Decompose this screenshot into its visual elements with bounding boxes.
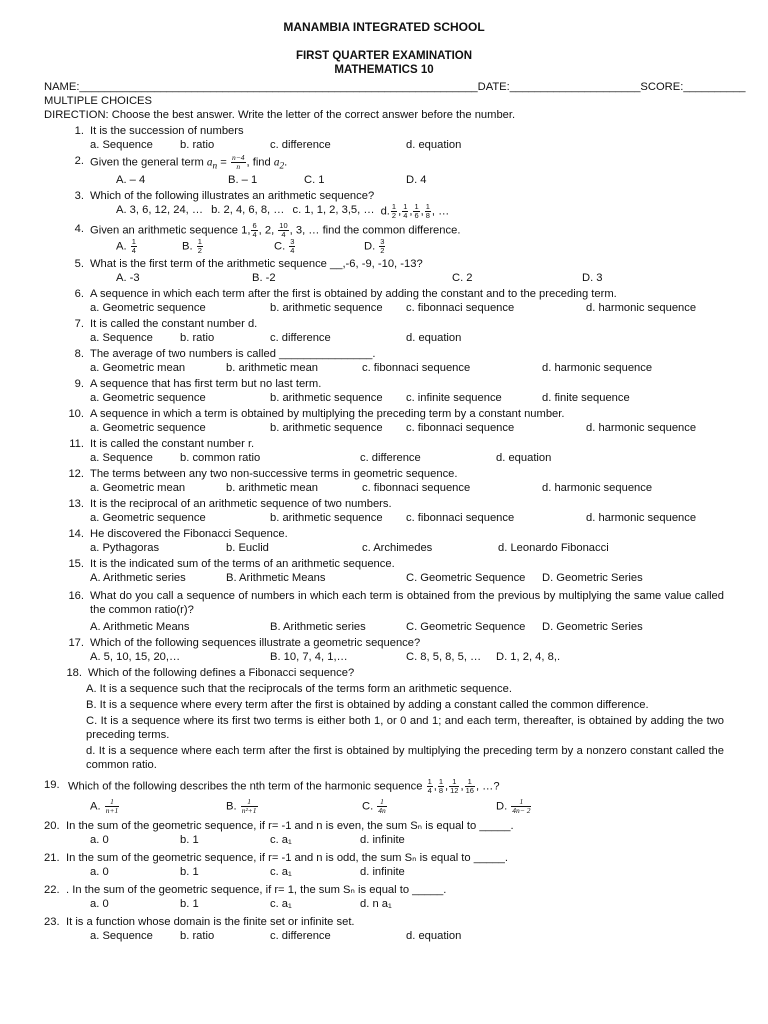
question-number: 15. — [68, 558, 84, 571]
option-a[interactable]: A. Arithmetic series — [90, 572, 186, 585]
question-9 — [44, 377, 724, 391]
option-b[interactable] — [226, 798, 362, 815]
denominator: n — [236, 161, 241, 171]
question-text: In the sum of the geometric sequence, if r= -1 and n is odd, the sum Sₙ is equal to _____. — [66, 851, 508, 864]
fraction — [449, 778, 459, 795]
question-text: The terms between any two non-successive terms in geometric sequence. — [90, 468, 458, 481]
question-number: 17. — [68, 637, 84, 650]
question-14 — [44, 527, 724, 541]
question-20 — [44, 819, 724, 833]
fraction — [379, 238, 385, 255]
option-letter: C. — [274, 240, 286, 253]
question-text: It is the indicated sum of the terms of an arithmetic sequence. — [90, 558, 395, 571]
option-d[interactable]: D. Geometric Series — [542, 572, 643, 585]
option-b[interactable]: b. 2, 4, 6, 8, … — [211, 203, 285, 216]
options-22 — [44, 897, 724, 911]
option-d[interactable]: D. Geometric Series — [542, 621, 643, 634]
question-15 — [44, 557, 724, 571]
denominator: 4 — [403, 210, 408, 220]
option-d[interactable] — [364, 238, 386, 255]
question-text: A sequence in which each term after the first is obtained by adding the constant and to the preceding term. — [90, 288, 617, 301]
question-text: He discovered the Fibonacci Sequence. — [90, 528, 288, 541]
options-4 — [44, 238, 724, 255]
option-b[interactable]: b. arithmetic mean — [226, 482, 319, 495]
exam-title: FIRST QUARTER EXAMINATION — [295, 50, 473, 62]
name-field[interactable]: NAME:________________________________________________________________ — [44, 80, 478, 93]
option-a[interactable]: A. Arithmetic Means — [90, 621, 190, 634]
text-part: , find — [246, 156, 271, 169]
option-b[interactable]: B. – 1 — [228, 173, 258, 186]
question-number: 23. — [44, 915, 60, 928]
question-number: 12. — [68, 468, 84, 481]
numerator: 1 — [131, 237, 136, 247]
question-number: 18. — [66, 667, 82, 680]
question-text: What do you call a sequence of numbers in which each term is obtained from the previous by multiplying the same value called the common ratio(r)? — [90, 590, 724, 617]
option-b[interactable]: B. It is a sequence where every term after the first is obtained by adding a constant called the common difference. — [86, 699, 649, 712]
question-text: Which of the following defines a Fibonacci sequence? — [88, 667, 355, 680]
option-a[interactable]: a. 0 — [90, 833, 109, 846]
denominator: 2 — [197, 246, 202, 256]
question-18 — [44, 666, 724, 680]
options-10 — [44, 421, 724, 435]
numerator: 3 — [380, 237, 385, 247]
term-symbol: a — [273, 156, 280, 169]
question-4 — [44, 222, 724, 239]
option-d[interactable]: D. 4 — [406, 173, 427, 186]
question-text: Which of the following sequences illustrate a geometric sequence? — [90, 637, 421, 650]
denominator: 4 — [131, 246, 136, 256]
fraction — [131, 238, 137, 255]
option-a[interactable]: a. Geometric sequence — [90, 302, 206, 315]
option-d[interactable]: d. equation — [406, 929, 462, 942]
option-letter: d. — [380, 205, 390, 218]
school-name: MANAMBIA INTEGRATED SCHOOL — [283, 20, 485, 34]
denominator: 4 — [427, 786, 432, 796]
option-d[interactable]: d. harmonic sequence — [586, 512, 697, 525]
numerator: 1 — [241, 798, 258, 807]
option-d[interactable]: D. 1, 2, 4, 8,. — [496, 651, 561, 664]
section-title: MULTIPLE CHOICES — [44, 94, 152, 107]
options-2 — [44, 173, 724, 187]
question-7 — [44, 317, 724, 331]
student-info-line — [44, 80, 746, 94]
option-c[interactable]: c. fibonnaci sequence — [406, 302, 515, 315]
options-1 — [44, 138, 724, 152]
option-d[interactable]: d. infinite — [360, 833, 405, 846]
text-part: , 2, — [258, 224, 275, 237]
option-c[interactable]: c. a₁ — [270, 897, 292, 910]
numerator: 1 — [403, 201, 408, 211]
denominator: 2 — [391, 210, 397, 220]
numerator: 3 — [290, 237, 295, 247]
option-c[interactable]: c. a₁ — [270, 833, 292, 846]
question-text: What is the first term of the arithmetic sequence __,-6, -9, -10, -13? — [90, 258, 423, 271]
question-number: 9. — [74, 378, 84, 391]
question-5 — [44, 257, 724, 271]
option-c[interactable] — [362, 798, 496, 815]
numerator: 1 — [465, 778, 475, 787]
denominator: 4 — [281, 229, 286, 239]
option-c[interactable]: c. difference — [360, 452, 421, 465]
fraction — [427, 778, 433, 795]
question-number: 10. — [68, 408, 84, 421]
question-number: 20. — [44, 819, 60, 832]
score-field[interactable]: SCORE:__________ — [640, 80, 746, 93]
question-number: 22. — [44, 883, 60, 896]
question-number: 21. — [44, 851, 60, 864]
numerator: 1 — [425, 201, 430, 211]
question-3 — [44, 189, 724, 203]
option-d[interactable]: d. harmonic sequence — [542, 482, 653, 495]
options-8 — [44, 361, 724, 375]
option-d[interactable]: d. It is a sequence where each term after the first is obtained by multiplying the preceding term by a nonzero constant called the common ratio. — [86, 745, 724, 772]
subject-title: MATHEMATICS 10 — [334, 64, 434, 77]
option-b[interactable]: b. ratio — [180, 929, 215, 942]
option-a[interactable]: a. Sequence — [90, 929, 153, 942]
option-b[interactable]: B. Arithmetic series — [270, 621, 366, 634]
option-a[interactable]: a. Geometric mean — [90, 482, 186, 495]
question-number: 7. — [74, 318, 84, 331]
fraction — [391, 203, 397, 220]
question-text: . In the sum of the geometric sequence, if r= 1, the sum Sₙ is equal to _____. — [66, 883, 447, 896]
option-b[interactable]: B. -2 — [252, 272, 276, 285]
numerator: 1 — [105, 798, 120, 807]
option-a[interactable]: a. Sequence — [90, 138, 153, 151]
fraction — [425, 203, 431, 220]
options-11 — [44, 451, 724, 465]
fraction — [197, 238, 203, 255]
option-a[interactable]: A. 3, 6, 12, 24, … — [116, 203, 204, 216]
option-a[interactable]: a. Pythagoras — [90, 542, 160, 555]
question-text: A sequence in which a term is obtained by multiplying the preceding term by a constant number. — [90, 408, 565, 421]
numerator: 1 — [511, 798, 531, 807]
option-b[interactable]: b. ratio — [180, 138, 215, 151]
question-text: Which of the following describes the nth term of the harmonic sequence $\frac{1}{4}$ , $\frac{1}{8}$ , $\frac{1}{12}$ , $\frac{1}{16}$ , …? — [68, 777, 500, 796]
options-17 — [44, 650, 724, 664]
option-c[interactable]: C. Geometric Sequence — [406, 621, 526, 634]
option-a[interactable]: a. Sequence — [90, 452, 153, 465]
fraction — [511, 798, 531, 815]
fraction — [105, 798, 120, 815]
date-field[interactable]: DATE:_____________________ — [477, 80, 641, 93]
options-3 — [44, 203, 724, 220]
question-16 — [44, 589, 724, 617]
question-11 — [44, 437, 724, 451]
options-13 — [44, 511, 724, 525]
option-b[interactable]: b. 1 — [180, 897, 199, 910]
question-text: It is called the constant number d. — [90, 318, 258, 331]
option-letter: A. — [90, 800, 101, 813]
question-17 — [44, 636, 724, 650]
option-c[interactable]: C. 8, 5, 8, 5, … — [406, 651, 482, 664]
option-letter: B. — [182, 240, 193, 253]
options-20 — [44, 833, 724, 847]
option-b[interactable]: b. ratio — [180, 332, 215, 345]
question-text: The average of two numbers is called _______________. — [90, 348, 376, 361]
options-14 — [44, 541, 724, 555]
term-symbol: a — [206, 156, 213, 169]
question-8 — [44, 347, 724, 361]
text-part: Which of the following describes the nth term of the harmonic sequence — [68, 780, 423, 793]
option-d[interactable]: d. finite sequence — [542, 392, 630, 405]
question-number: 11. — [69, 438, 84, 451]
denominator: 12 — [450, 786, 459, 796]
question-number: 8. — [74, 348, 84, 361]
fraction — [402, 203, 408, 220]
ellipsis: , …? — [475, 780, 500, 793]
numerator: 1 — [438, 777, 444, 787]
option-b[interactable]: b. 1 — [180, 833, 199, 846]
term-subscript: n — [212, 161, 218, 172]
numerator: 1 — [377, 798, 387, 807]
option-a[interactable]: a. 0 — [90, 897, 109, 910]
option-b[interactable]: b. common ratio — [180, 452, 261, 465]
options-7 — [44, 331, 724, 345]
fraction — [377, 798, 387, 815]
question-22 — [44, 883, 724, 897]
denominator: n+1 — [105, 805, 119, 815]
option-d[interactable]: d. $\frac{1}{2}$ , $\frac{1}{4}$ , $\frac{1}{6}$ , $\frac{1}{8}$ , … — [380, 201, 450, 220]
fraction — [278, 222, 288, 239]
question-number: 14. — [68, 528, 84, 541]
denominator: 4n− 2 — [512, 805, 531, 815]
option-d[interactable]: d. n a₁ — [360, 897, 392, 910]
options-15 — [44, 571, 724, 585]
numerator: 10 — [279, 220, 288, 230]
fraction — [438, 778, 444, 795]
options-9 — [44, 391, 724, 405]
options-23 — [44, 929, 724, 943]
options-12 — [44, 481, 724, 495]
denominator: 8 — [425, 210, 430, 220]
numerator: 1 — [197, 237, 202, 247]
option-d[interactable]: d. harmonic sequence — [586, 302, 697, 315]
denominator: 4 — [252, 229, 257, 239]
question-number: 13. — [68, 498, 84, 511]
question-number: 19. — [44, 779, 60, 792]
ellipsis: , … — [431, 205, 450, 218]
question-number: 6. — [74, 288, 84, 301]
option-c[interactable]: c. difference — [270, 332, 331, 345]
question-12 — [44, 467, 724, 481]
option-letter: D. — [364, 240, 376, 253]
option-a[interactable]: A. -3 — [116, 272, 140, 285]
term-subscript: 2 — [279, 161, 285, 172]
numerator: 6 — [252, 220, 257, 230]
options-6 — [44, 301, 724, 315]
option-d[interactable]: d. harmonic sequence — [586, 422, 697, 435]
options-16 — [44, 620, 724, 634]
option-c[interactable] — [274, 238, 364, 255]
option-a[interactable]: a. Geometric sequence — [90, 392, 206, 405]
option-b[interactable]: B. 10, 7, 4, 1,… — [270, 651, 348, 664]
option-a[interactable] — [116, 238, 182, 255]
question-text: It is the reciprocal of an arithmetic sequence of two numbers. — [90, 498, 392, 511]
question-23 — [44, 915, 724, 929]
option-c[interactable]: C. Geometric Sequence — [406, 572, 526, 585]
fraction — [413, 203, 419, 220]
denominator: 16 — [465, 786, 474, 796]
text-part: Given an arithmetic sequence 1, — [90, 224, 251, 237]
option-c[interactable]: c. infinite sequence — [406, 392, 502, 405]
question-text — [90, 222, 724, 239]
option-b[interactable]: b. Euclid — [226, 542, 269, 555]
text-part: Given the general term — [90, 156, 204, 169]
numerator: 1 — [449, 778, 459, 787]
numerator: n−4 — [231, 152, 245, 162]
equals: = — [217, 156, 230, 169]
question-1 — [44, 124, 724, 138]
option-c[interactable]: c. fibonnaci sequence — [362, 482, 471, 495]
option-b[interactable]: b. 1 — [180, 865, 199, 878]
option-c[interactable]: c. Archimedes — [362, 542, 433, 555]
direction-text: DIRECTION: Choose the best answer. Write the letter of the correct answer before the number. — [44, 108, 516, 121]
fraction — [231, 154, 246, 171]
question-6 — [44, 287, 724, 301]
option-c[interactable]: C. 2 — [452, 272, 473, 285]
option-a[interactable]: a. Geometric sequence — [90, 512, 206, 525]
option-b[interactable]: b. arithmetic sequence — [270, 302, 383, 315]
option-a[interactable]: a. Geometric sequence — [90, 422, 206, 435]
option-c[interactable]: c. a₁ — [270, 865, 292, 878]
question-text: A sequence that has first term but no last term. — [90, 378, 322, 391]
option-a[interactable]: a. Sequence — [90, 332, 153, 345]
question-number: 3. — [74, 189, 84, 202]
option-b[interactable]: b. arithmetic sequence — [270, 392, 383, 405]
option-letter: B. — [226, 800, 237, 813]
fraction — [241, 798, 258, 815]
question-text: Which of the following illustrates an arithmetic sequence? — [90, 189, 375, 202]
question-number: 16. — [68, 590, 84, 603]
denominator: n²+1 — [241, 805, 257, 815]
option-d[interactable]: d. harmonic sequence — [542, 362, 653, 375]
option-c[interactable]: c. fibonnaci sequence — [406, 422, 515, 435]
question-number: 2. — [74, 154, 84, 167]
denominator: 4 — [290, 246, 295, 256]
question-13 — [44, 497, 724, 511]
option-d[interactable]: d. equation — [496, 452, 552, 465]
question-10 — [44, 407, 724, 421]
option-a[interactable]: a. Geometric mean — [90, 362, 186, 375]
text-part: , 3, … find the common difference. — [289, 224, 461, 237]
question-number: 5. — [74, 258, 84, 271]
question-text: It is a function whose domain is the finite set or infinite set. — [66, 915, 355, 928]
denominator: 4n — [378, 805, 386, 815]
numerator: 1 — [414, 201, 419, 211]
option-letter: D. — [496, 800, 508, 813]
option-a[interactable]: A. – 4 — [116, 173, 146, 186]
option-c[interactable]: c. 1, 1, 2, 3,5, … — [292, 203, 375, 216]
options-21 — [44, 865, 724, 879]
question-text: Given the general term $a_n$ = $\frac{n-4}{n}$ , find $a_2$. — [90, 152, 288, 172]
denominator: 2 — [380, 246, 385, 256]
option-a[interactable]: A. 5, 10, 15, 20,… — [90, 651, 181, 664]
option-c[interactable]: C. It is a sequence where its first two terms is either both 1, or 0 and 1; and each term, thereafter, is obtained by adding the two preceding terms. — [86, 715, 724, 742]
option-c[interactable]: c. difference — [270, 138, 331, 151]
option-letter: C. — [362, 800, 374, 813]
option-d[interactable]: d. equation — [406, 138, 462, 151]
option-d[interactable]: D. 3 — [582, 272, 603, 285]
question-text: It is the succession of numbers — [90, 124, 244, 137]
options-19 — [44, 798, 724, 815]
question-number: 1. — [74, 124, 84, 137]
fraction — [251, 222, 257, 239]
option-d[interactable] — [496, 798, 532, 815]
option-b[interactable]: b. arithmetic mean — [226, 362, 319, 375]
option-d[interactable]: d. Leonardo Fibonacci — [498, 542, 609, 555]
denominator: 8 — [438, 786, 444, 796]
option-b[interactable]: b. arithmetic sequence — [270, 422, 383, 435]
option-d[interactable]: d. infinite — [360, 865, 405, 878]
option-c[interactable]: c. fibonnaci sequence — [362, 362, 471, 375]
question-number: 4. — [74, 222, 84, 235]
option-d[interactable]: d. equation — [406, 332, 462, 345]
option-c[interactable]: c. difference — [270, 929, 331, 942]
question-21 — [44, 851, 724, 865]
question-text: It is called the constant number r. — [90, 438, 255, 451]
fraction — [289, 238, 295, 255]
numerator: 1 — [391, 201, 397, 211]
fraction — [465, 778, 475, 795]
option-letter: A. — [116, 240, 127, 253]
option-a[interactable]: a. 0 — [90, 865, 109, 878]
options-5 — [44, 271, 724, 285]
denominator: 6 — [414, 210, 419, 220]
option-b[interactable] — [182, 238, 274, 255]
option-b[interactable]: B. Arithmetic Means — [226, 572, 326, 585]
option-c[interactable]: c. fibonnaci sequence — [406, 512, 515, 525]
numerator: 1 — [427, 777, 432, 787]
option-c[interactable]: C. 1 — [304, 173, 325, 186]
option-a[interactable]: A. It is a sequence such that the reciprocals of the terms form an arithmetic sequence. — [86, 683, 512, 696]
option-a[interactable] — [90, 798, 226, 815]
question-19 — [44, 778, 724, 795]
question-2 — [44, 154, 724, 173]
question-text: In the sum of the geometric sequence, if r= -1 and n is even, the sum Sₙ is equal to _____. — [66, 819, 514, 832]
option-b[interactable]: b. arithmetic sequence — [270, 512, 383, 525]
